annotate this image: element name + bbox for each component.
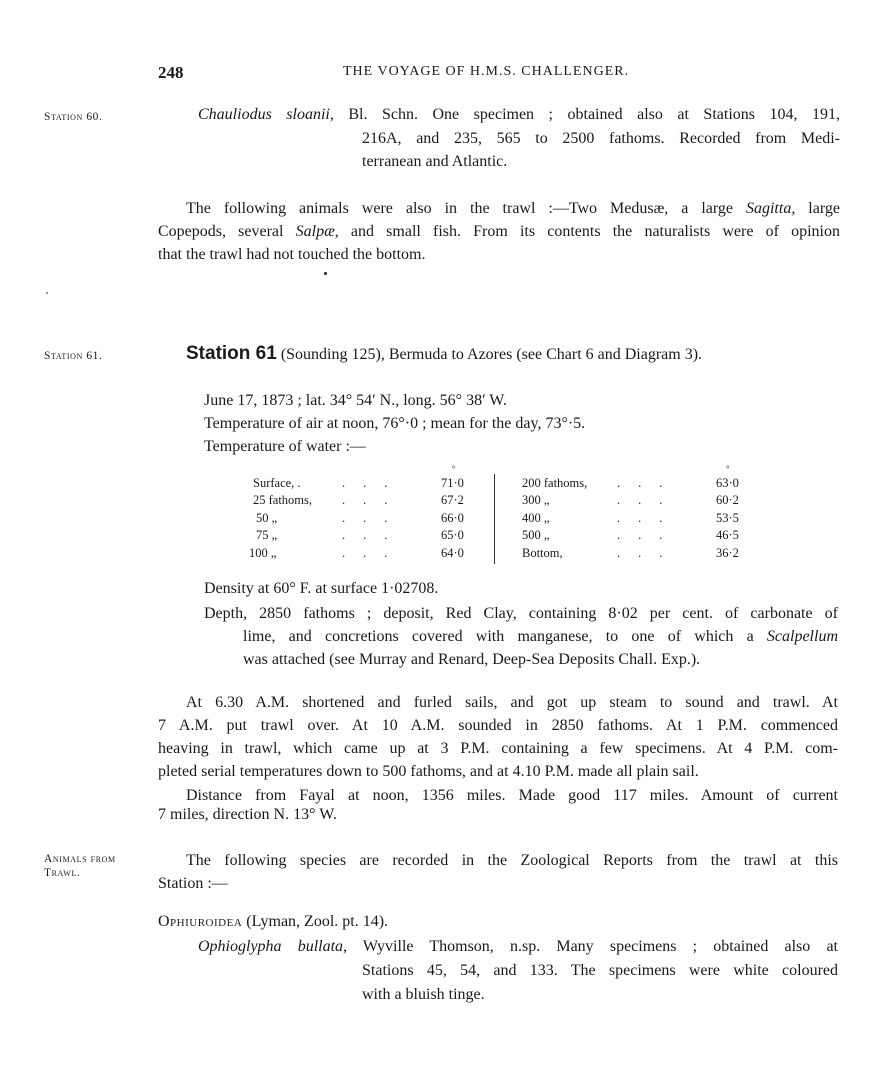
trawl-para-line2: Copepods, several Salpæ, and small fish. From its contents the naturalists were of opinion — [158, 223, 840, 240]
leader-dots: ... — [617, 528, 681, 542]
narrative-line1: At 6.30 A.M. shortened and furled sails, and got up steam to sound and trawl. At — [186, 694, 838, 711]
table-row: 300 „ — [522, 493, 550, 507]
species-chauliodus: Chauliodus sloanii — [198, 106, 330, 123]
air-temperature-line: Temperature of air at noon, 76°·0 ; mean for the day, 73°·5. — [204, 415, 586, 432]
running-title: THE VOYAGE OF H.M.S. CHALLENGER. — [343, 64, 630, 79]
leader-dots: ... — [342, 493, 406, 507]
table-row: 400 „ — [522, 511, 550, 525]
station60-line2: 216A, and 235, 565 to 2500 fathoms. Recorded from Medi- — [362, 130, 840, 147]
table-row: 50 „ — [256, 511, 278, 525]
table-cell: 36·2 — [716, 546, 739, 560]
species-intro-line2: Station :— — [158, 875, 228, 892]
density-line: Density at 60° F. at surface 1·02708. — [204, 580, 439, 597]
leader-dots: ... — [342, 528, 406, 542]
table-divider — [494, 474, 495, 564]
trawl-para-line1: The following animals were also in the trawl :—Two Medusæ, a large Sagitta, large — [186, 200, 840, 217]
species-intro-line1: The following species are recorded in the Zoological Reports from the trawl at this — [186, 852, 838, 869]
leader-dots: ... — [342, 476, 406, 490]
table-row: 200 fathoms, — [522, 476, 588, 490]
table-row: 100 „ — [249, 546, 277, 560]
page-number: 248 — [158, 63, 184, 82]
species-line2: Stations 45, 54, and 133. The specimens were white coloured — [362, 962, 838, 979]
table-row: 25 fathoms, — [253, 493, 313, 507]
table-row: Bottom, — [522, 546, 563, 560]
depth-line1: Depth, 2850 fathoms ; deposit, Red Clay, containing 8·02 per cent. of carbonate of — [204, 605, 838, 622]
table-cell: 60·2 — [716, 493, 739, 507]
ink-speck — [324, 272, 327, 275]
trawl-para-line3: that the trawl had not touched the bottom. — [158, 246, 426, 263]
leader-dots: ... — [617, 546, 681, 560]
table-row: 75 „ — [256, 528, 278, 542]
table-cell: 64·0 — [441, 546, 464, 560]
depth-line2: lime, and concretions covered with manganese, to one of which a Scalpellum — [243, 628, 838, 645]
depth-line3: was attached (see Murray and Renard, Deep-Sea Deposits Chall. Exp.). — [243, 651, 701, 668]
group-heading: Ophiuroidea (Lyman, Zool. pt. 14). — [158, 913, 389, 930]
table-cell: 65·0 — [441, 528, 464, 542]
table-cell: 53·5 — [716, 511, 739, 525]
station61-heading: Station 61 (Sounding 125), Bermuda to Azores (see Chart 6 and Diagram 3). — [186, 343, 703, 364]
table-row: 500 „ — [522, 528, 550, 542]
station60-line1: Chauliodus sloanii, Bl. Schn. One specimen ; obtained also at Stations 104, 191, — [198, 106, 840, 123]
table-cell: 67·2 — [441, 493, 464, 507]
species-line3: with a bluish tinge. — [362, 986, 485, 1003]
margin-station-60: Station 60. — [44, 111, 103, 123]
station60-line3: terranean and Atlantic. — [362, 153, 508, 170]
water-temperature-label: Temperature of water :— — [204, 438, 366, 455]
narrative-line6: 7 miles, direction N. 13° W. — [158, 806, 337, 823]
leader-dots: ... — [617, 493, 681, 507]
degree-mark: ° — [726, 464, 730, 474]
leader-dots: ... — [342, 546, 406, 560]
narrative-line5: Distance from Fayal at noon, 1356 miles. Made good 117 miles. Amount of current — [186, 787, 838, 804]
leader-dots: ... — [617, 476, 681, 490]
narrative-line4: pleted serial temperatures down to 500 fathoms, and at 4.10 P.M. made all plain sail. — [158, 763, 699, 780]
date-position-line: June 17, 1873 ; lat. 34° 54′ N., long. 56° 38′ W. — [204, 392, 507, 409]
table-row: Surface, . — [253, 476, 301, 490]
table-cell: 46·5 — [716, 528, 739, 542]
table-cell: 63·0 — [716, 476, 739, 490]
species-ophioglypha: Ophioglypha bullata — [198, 938, 344, 955]
table-cell: 66·0 — [441, 511, 464, 525]
species-line1: Ophioglypha bullata, Wyville Thomson, n.sp. Many specimens ; obtained also at — [198, 938, 838, 955]
leader-dots: ... — [617, 511, 681, 525]
margin-station-61: Station 61. — [44, 350, 103, 362]
leader-dots: ... — [342, 511, 406, 525]
margin-animals-from-trawl: Animals from Trawl. — [44, 853, 116, 879]
narrative-line3: heaving in trawl, which came up at 3 P.M. containing a few specimens. At 4 P.M. com- — [158, 740, 838, 757]
ink-speck — [46, 292, 48, 294]
table-cell: 71·0 — [441, 476, 464, 490]
narrative-line2: 7 A.M. put trawl over. At 10 A.M. sounded in 2850 fathoms. At 1 P.M. commenced — [158, 717, 838, 734]
degree-mark: ° — [452, 464, 456, 474]
